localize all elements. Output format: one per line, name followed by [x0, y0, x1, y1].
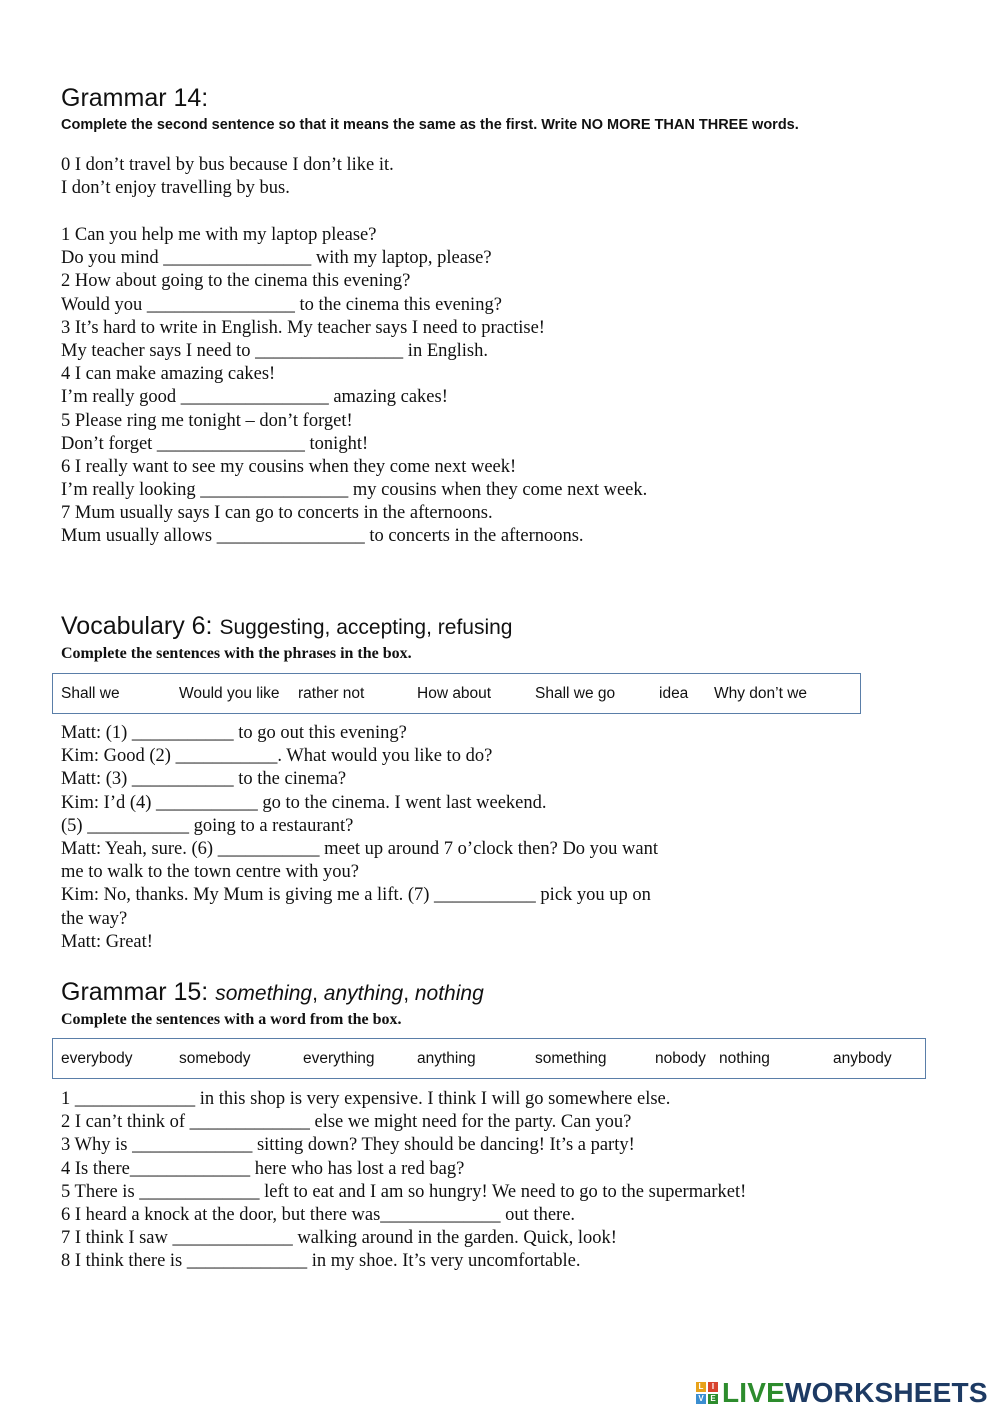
word-item: anything — [417, 1049, 476, 1067]
logo-rest: WORKSHEETS — [785, 1377, 988, 1408]
example-line: I don’t enjoy travelling by bus. — [61, 178, 290, 199]
exercise-line: 3 Why is _____________ sitting down? They should be dancing! It’s a party! — [61, 1135, 635, 1156]
grammar14-example — [61, 154, 394, 200]
dialogue-line: Kim: No, thanks. My Mum is giving me a lift. (7) ___________ pick you up on — [61, 885, 651, 906]
exercise-line: 1 Can you help me with my laptop please? — [61, 225, 377, 245]
vocabulary6-title-main: Vocabulary 6: — [61, 612, 213, 640]
grammar15-sub-word: anything — [323, 982, 404, 1005]
grammar14-exercises — [61, 224, 647, 549]
exercise-line: Would you ________________ to the cinema this evening? — [61, 294, 502, 315]
grammar15-sub-word: something — [215, 982, 313, 1005]
vocabulary6-instruction: Complete the sentences with the phrases in the box. — [61, 645, 412, 662]
dialogue-line: Matt: (3) ___________ to the cinema? — [61, 769, 347, 790]
vocabulary6-title — [61, 612, 512, 641]
exercise-line: 4 I can make amazing cakes! — [61, 364, 276, 385]
exercise-line: Don’t forget ________________ tonight! — [61, 433, 369, 454]
exercise-line: 6 I heard a knock at the door, but there was_____________ out there. — [61, 1204, 576, 1225]
phrase-item: How about — [417, 684, 492, 702]
vocabulary6-dialogue — [61, 722, 658, 954]
grammar15-title-main: Grammar 15: — [61, 978, 209, 1006]
word-item: everybody — [61, 1049, 133, 1067]
grammar15-word-box — [52, 1038, 926, 1079]
word-item: anybody — [833, 1049, 892, 1067]
phrase-item: Shall we go — [535, 684, 616, 702]
word-item: nobody — [655, 1049, 706, 1067]
vocabulary6-subtitle: Suggesting, accepting, refusing — [219, 616, 513, 639]
exercise-line: 1 _____________ in this shop is very expensive. I think I will go somewhere else. — [61, 1089, 671, 1109]
word-item: everything — [303, 1049, 375, 1067]
exercise-line: 2 How about going to the cinema this evening? — [61, 271, 411, 292]
word-item: nothing — [719, 1049, 770, 1067]
grammar14-title: Grammar 14: — [61, 84, 209, 112]
exercise-line: 7 I think I saw _____________ walking around in the garden. Quick, look! — [61, 1228, 617, 1249]
dialogue-line: Matt: (1) ___________ to go out this evening? — [61, 723, 407, 743]
vocabulary6-phrase-box — [52, 673, 861, 714]
word-item: somebody — [179, 1049, 251, 1067]
dialogue-line: (5) ___________ going to a restaurant? — [61, 815, 354, 836]
exercise-line: 4 Is there_____________ here who has lost a red bag? — [61, 1158, 465, 1179]
grammar14-instruction: Complete the second sentence so that it means the same as the first. Write NO MORE THAN THREE words. — [61, 117, 799, 133]
dialogue-line: Matt: Great! — [61, 931, 153, 952]
exercise-line: 5 There is _____________ left to eat and I am so hungry! We need to go to the supermarket! — [61, 1181, 747, 1202]
dialogue-line: me to walk to the town centre with you? — [61, 862, 359, 883]
logo-icon — [696, 1382, 718, 1404]
exercise-line: I’m really good ________________ amazing cakes! — [61, 387, 448, 408]
exercise-line: I’m really looking ________________ my cousins when they come next week. — [61, 480, 648, 501]
exercise-line: My teacher says I need to ________________ in English. — [61, 340, 488, 361]
word-item: something — [535, 1049, 607, 1067]
exercise-line: Do you mind ________________ with my laptop, please? — [61, 248, 492, 269]
dialogue-line: Matt: Yeah, sure. (6) ___________ meet up around 7 o’clock then? Do you want — [61, 838, 659, 859]
phrase-item: Why don’t we — [714, 684, 808, 702]
grammar15-sub-word: nothing — [414, 982, 484, 1005]
logo-tile: I — [708, 1382, 718, 1392]
dialogue-line: the way? — [61, 908, 128, 929]
exercise-line: 5 Please ring me tonight – don’t forget! — [61, 410, 353, 431]
dialogue-line: Kim: Good (2) ___________. What would you like to do? — [61, 746, 493, 767]
exercise-line: 6 I really want to see my cousins when they come next week! — [61, 456, 517, 477]
example-line: 0 I don’t travel by bus because I don’t like it. — [61, 155, 394, 175]
logo-tile: E — [708, 1394, 718, 1404]
phrase-item: Shall we — [61, 684, 120, 702]
phrase-item: rather not — [298, 684, 365, 702]
logo-text — [722, 1377, 988, 1409]
logo-tile: V — [696, 1394, 706, 1404]
dialogue-line: Kim: I’d (4) ___________ go to the cinema. I went last weekend. — [61, 792, 547, 813]
exercise-line: Mum usually allows ________________ to concerts in the afternoons. — [61, 526, 584, 547]
logo-tile: L — [696, 1382, 706, 1392]
logo-live: LIVE — [722, 1377, 786, 1408]
grammar15-instruction: Complete the sentences with a word from the box. — [61, 1011, 402, 1028]
liveworksheets-logo[interactable] — [696, 1378, 988, 1408]
exercise-line: 8 I think there is _____________ in my shoe. It’s very uncomfortable. — [61, 1251, 581, 1272]
exercise-line: 7 Mum usually says I can go to concerts in the afternoons. — [61, 503, 493, 524]
phrase-item: Would you like — [179, 684, 280, 702]
exercise-line: 3 It’s hard to write in English. My teacher says I need to practise! — [61, 317, 545, 338]
phrase-item: idea — [659, 684, 689, 702]
grammar15-title: Grammar 15: something, anything, nothing — [61, 978, 484, 1006]
exercise-line: 2 I can’t think of _____________ else we might need for the party. Can you? — [61, 1112, 632, 1133]
grammar15-exercises — [61, 1088, 746, 1274]
